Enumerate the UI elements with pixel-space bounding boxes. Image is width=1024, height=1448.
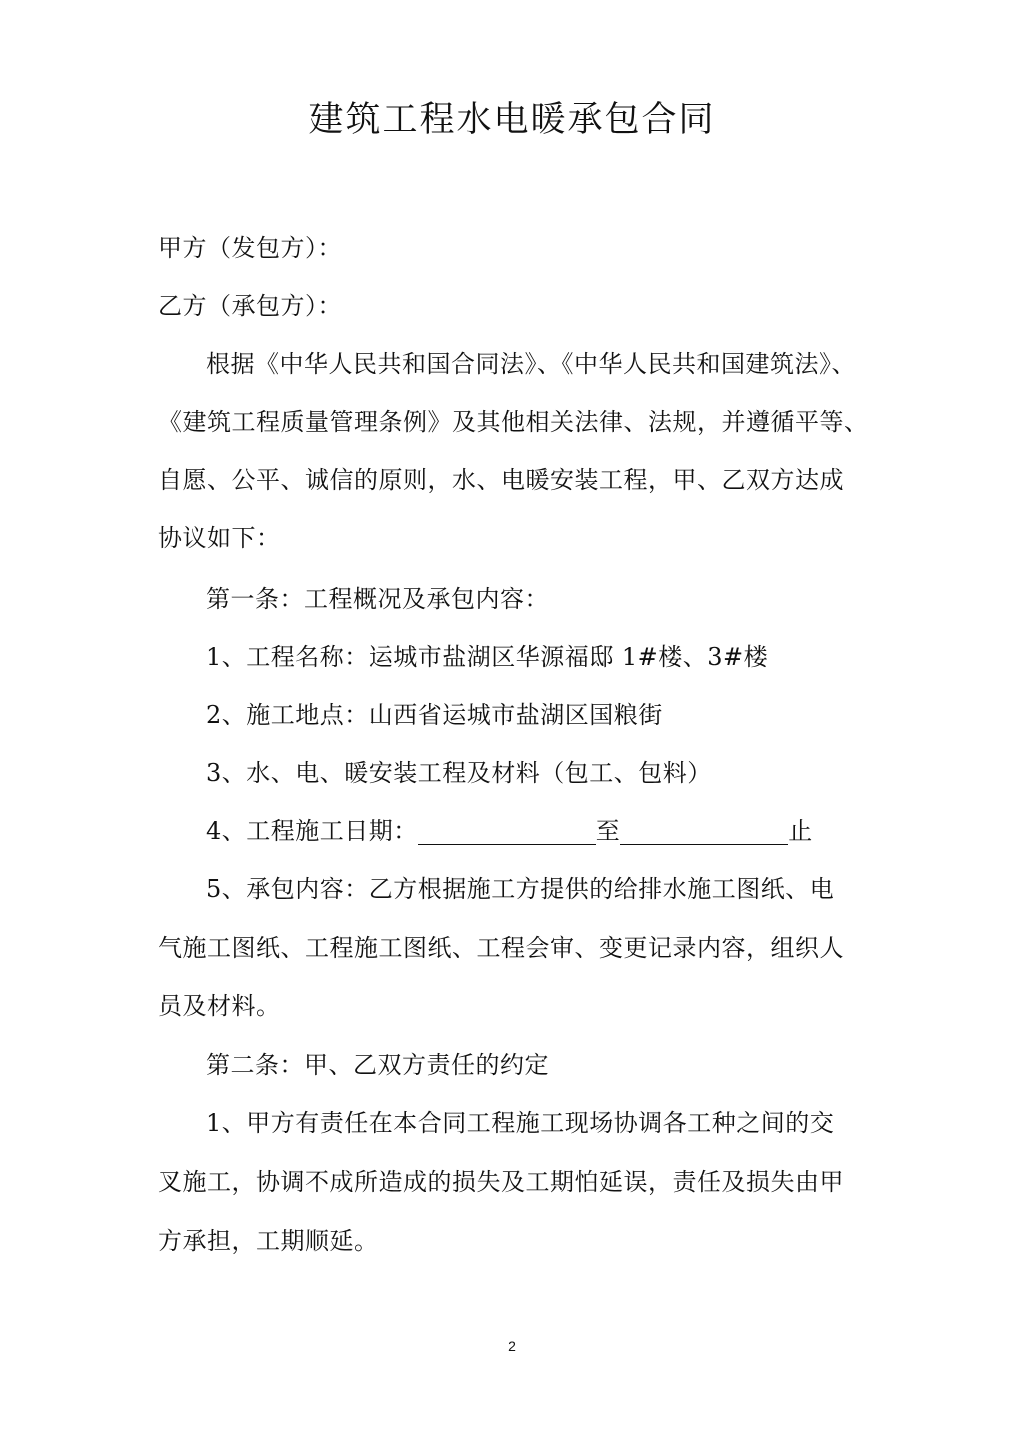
article-1-heading: 第一条：工程概况及承包内容： <box>206 585 549 613</box>
article-1-item-2: 2、施工地点：山西省运城市盐湖区国粮街 <box>206 701 663 729</box>
article-2-item-1-line: 方承担，工期顺延。 <box>158 1227 379 1255</box>
party-b-line: 乙方（承包方）： <box>158 292 342 320</box>
start-date-blank <box>418 822 596 845</box>
document-title: 建筑工程水电暖承包合同 <box>308 100 716 140</box>
article-1-item-5-line: 气施工图纸、工程施工图纸、工程会审、变更记录内容，组织人 <box>158 934 844 962</box>
preamble-line: 协议如下： <box>158 524 281 552</box>
preamble-line: 《建筑工程质量管理条例》及其他相关法律、法规，并遵循平等、 <box>158 408 869 436</box>
article-2-item-1-line: 1、甲方有责任在本合同工程施工现场协调各工种之间的交 <box>206 1109 835 1137</box>
date-to-text: 至 <box>595 817 621 845</box>
party-a-line: 甲方（发包方）： <box>158 234 342 262</box>
page-number: 2 <box>508 1338 516 1354</box>
article-1-item-1: 1、工程名称：运城市盐湖区华源福邸 1#楼、3#楼 <box>206 643 769 671</box>
article-1-item-3: 3、水、电、暖安装工程及材料（包工、包料） <box>206 759 712 787</box>
article-1-item-4 <box>206 813 813 849</box>
preamble-line: 根据《中华人民共和国合同法》、《中华人民共和国建筑法》、 <box>206 350 856 378</box>
article-1-item-5-line: 员及材料。 <box>158 992 281 1020</box>
article-2-heading: 第二条：甲、乙双方责任的约定 <box>206 1051 549 1079</box>
date-end-text: 止 <box>788 817 813 845</box>
article-2-item-1-line: 叉施工，协调不成所造成的损失及工期怕延误，责任及损失由甲 <box>158 1168 844 1196</box>
preamble-line: 自愿、公平、诚信的原则，水、电暖安装工程，甲、乙双方达成 <box>158 466 844 494</box>
end-date-blank <box>620 822 788 845</box>
article-1-item-5-line: 5、承包内容：乙方根据施工方提供的给排水施工图纸、电 <box>206 875 835 903</box>
construction-date-label: 4、工程施工日期： <box>206 817 418 845</box>
